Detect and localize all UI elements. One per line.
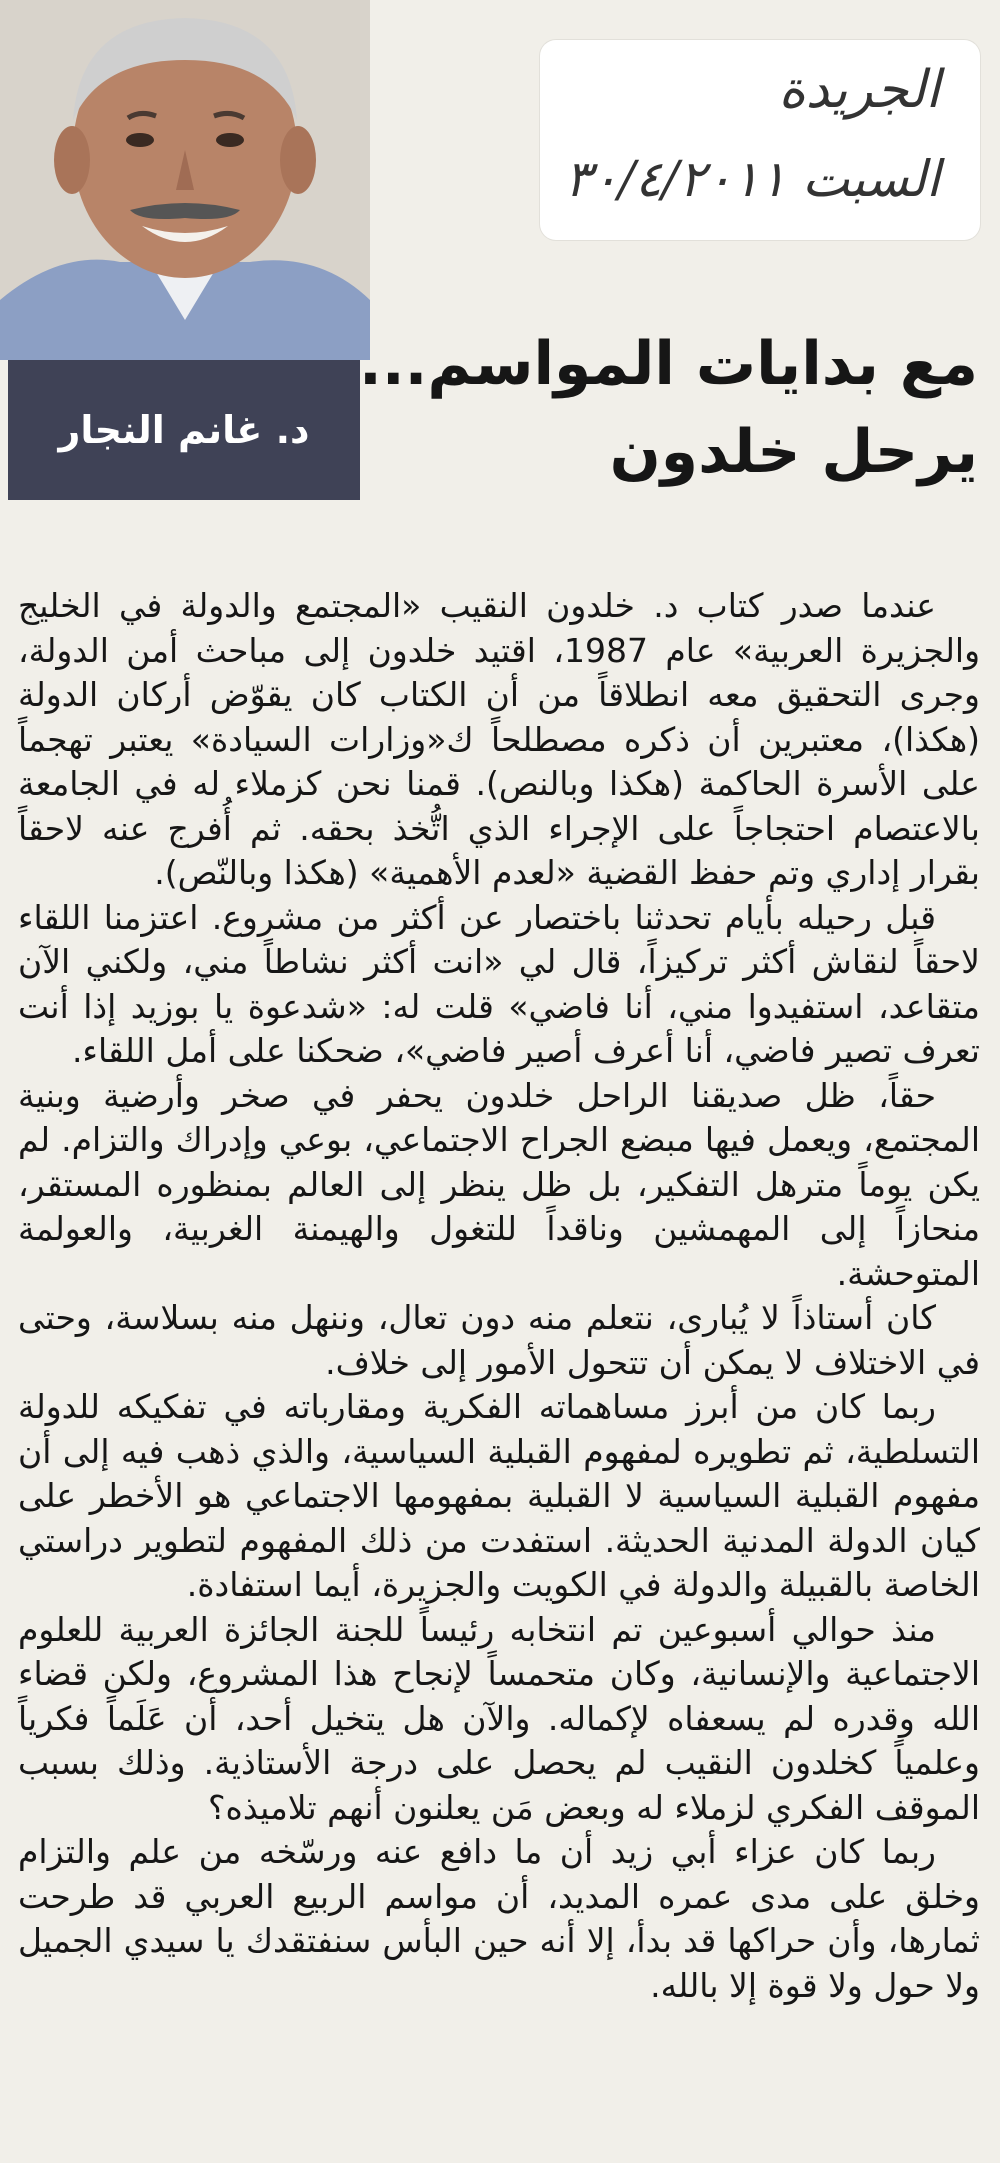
article-headline — [359, 320, 978, 496]
paragraph: حقاً، ظل صديقنا الراحل خلدون يحفر في صخر وأرضية وبنية المجتمع، ويعمل فيها مبضع الجراح الاجتماعي، بوعي وإدراك والتزام. لم يكن يوماً مترهل التفكير، بل ظل ينظر إلى العالم بمنظوره المستقر، منحازاً إلى المهمشين وناقداً للتغول والهيمنة الغربية، والعولمة المتوحشة. — [18, 1075, 980, 1293]
paragraph: عندما صدر كتاب د. خلدون النقيب «المجتمع والدولة في الخليج والجزيرة العربية» عام 1987، اقتيد خلدون إلى مباحث أمن الدولة، وجرى التحقيق معه انطلاقاً من أن الكتاب كان يقوّض أركان الدولة (هكذا)، معتبرين أن ذكره مصطلحاً ك«وزارات السيادة» يعتبر تهجماً على الأسرة الحاكمة (هكذا وبالنص). قمنا نحن كزملاء له في الجامعة بالاعتصام احتجاجاً على الإجراء الذي اتُّخذ بحقه. ثم أُفرج عنه لاحقاً بقرار إداري وتم حفظ القضية «لعدم الأهمية» (هكذا وبالنّص). — [18, 586, 981, 892]
paragraph: ربما كان عزاء أبي زيد أن ما دافع عنه ورسّخه من علم والتزام وخلق على مدى عمره المديد، أن مواسم الربيع العربي قد طرحت ثمارها، وأن حراكها قد بدأ، إلا أنه حين البأس سنفتقدك يا سيدي الجميل ولا حول ولا قوة إلا بالله. — [18, 1832, 980, 2005]
author-name: د. غانم النجار — [58, 408, 310, 452]
headline-line-2: يرحل خلدون — [609, 417, 978, 487]
paragraph: كان أستاذاً لا يُبارى، نتعلم منه دون تعال، وننهل منه بسلاسة، وحتى في الاختلاف لا يمكن أن تتحول الأمور إلى خلاف. — [18, 1298, 980, 1382]
headline-line-1: مع بدايات المواسم... — [359, 329, 978, 399]
paragraph: قبل رحيله بأيام تحدثنا باختصار عن أكثر من مشروع. اعتزمنا اللقاء لاحقاً لنقاش أكثر تركيزاً، قال لي «انت أكثر نشاطاً مني، ولكني الآن متقاعد، استفيدوا مني، أنا فاضي» قلت له: «شدعوة يا بوزيد إذا أنت تعرف تصير فاضي، أنا أعرف أصير فاضي»، ضحكنا على أمل اللقاء. — [18, 897, 980, 1070]
author-photo — [0, 0, 370, 360]
stamp-date: السبت ٣٠/٤/٢٠١١ — [564, 150, 940, 208]
paragraph: منذ حوالي أسبوعين تم انتخابه رئيساً للجنة الجائزة العربية للعلوم الاجتماعية والإنسانية، وكان متحمساً لإنجاح هذا المشروع، ولكن قضاء الله وقدره لم يسعفاه لإكماله. والآن هل يتخيل أحد، أن عَلَماً فكرياً وعلمياً كخلدون النقيب لم يحصل على درجة الأستاذية. وذلك بسبب الموقف الفكري لزملاء له وبعض مَن يعلنون أنهم تلاميذه؟ — [18, 1609, 980, 1827]
author-byline-box — [8, 360, 360, 500]
article-body — [18, 584, 980, 2008]
stamp-publication: الجريدة — [778, 60, 940, 120]
author-portrait-image — [0, 0, 370, 360]
archive-date-stamp — [540, 40, 980, 240]
paragraph: ربما كان من أبرز مساهماته الفكرية ومقارباته في تفكيكه للدولة التسلطية، ثم تطويره لمفهوم القبلية السياسية، والذي ذهب فيه إلى أن مفهوم القبلية السياسية لا القبلية بمفهومها الاجتماعي هو الأخطر على كيان الدولة المدنية الحديثة. استفدت من ذلك المفهوم لتطوير دراستي الخاصة بالقبيلة والدولة في الكويت والجزيرة، أيما استفادة. — [18, 1387, 980, 1604]
